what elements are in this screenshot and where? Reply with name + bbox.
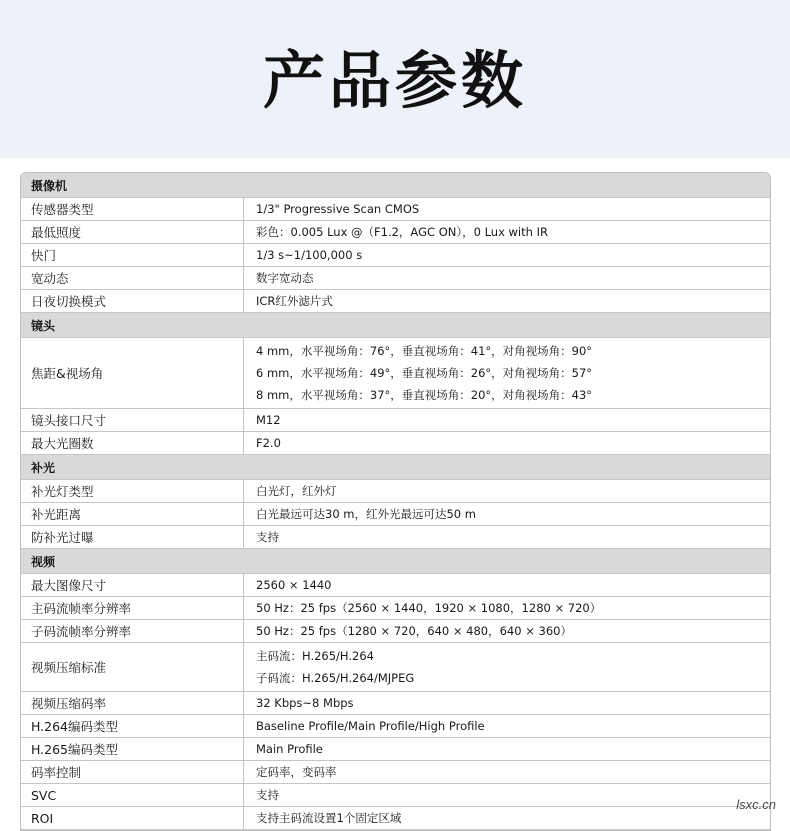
spec-value-line: 2560 × 1440 <box>256 578 332 592</box>
spec-label: 宽动态 <box>21 267 244 289</box>
spec-label: 传感器类型 <box>21 198 244 220</box>
spec-label: 最低照度 <box>21 221 244 243</box>
page-title: 产品参数 <box>262 44 527 117</box>
spec-value-line: Main Profile <box>256 742 323 756</box>
spec-row <box>21 503 770 526</box>
spec-row <box>21 432 770 455</box>
spec-row <box>21 526 770 549</box>
spec-value <box>244 620 770 642</box>
spec-label: 焦距&视场角 <box>21 338 244 408</box>
section-title: 补光 <box>31 460 56 475</box>
spec-row <box>21 198 770 221</box>
spec-row <box>21 267 770 290</box>
spec-row <box>21 574 770 597</box>
spec-label: 最大图像尺寸 <box>21 574 244 596</box>
spec-value <box>244 480 770 502</box>
spec-value-line: 支持 <box>256 530 279 544</box>
spec-value-line: 支持 <box>256 788 279 802</box>
spec-label: 防补光过曝 <box>21 526 244 548</box>
spec-table <box>20 172 771 831</box>
spec-value-line: 定码率，变码率 <box>256 765 337 779</box>
spec-value <box>244 761 770 783</box>
section-header <box>21 455 770 480</box>
header-banner <box>0 0 790 158</box>
spec-label: 补光灯类型 <box>21 480 244 502</box>
spec-row <box>21 761 770 784</box>
spec-row <box>21 597 770 620</box>
section-header <box>21 549 770 574</box>
spec-value-line: M12 <box>256 413 281 427</box>
spec-value <box>244 738 770 760</box>
spec-label: 视频压缩标准 <box>21 643 244 691</box>
spec-label: 镜头接口尺寸 <box>21 409 244 431</box>
spec-value <box>244 784 770 806</box>
spec-value-line: 数字宽动态 <box>256 271 314 285</box>
spec-value-line: 8 mm，水平视场角：37°，垂直视场角：20°，对角视场角：43° <box>256 388 593 402</box>
spec-row <box>21 221 770 244</box>
spec-value <box>244 198 770 220</box>
spec-row <box>21 620 770 643</box>
spec-value <box>244 597 770 619</box>
spec-value-line: 50 Hz：25 fps（2560 × 1440，1920 × 1080，1280 × 720） <box>256 601 602 615</box>
spec-value <box>244 526 770 548</box>
spec-row <box>21 643 770 692</box>
spec-row <box>21 715 770 738</box>
spec-value-line: 彩色：0.005 Lux @（F1.2，AGC ON），0 Lux with IR <box>256 225 548 239</box>
spec-value <box>244 338 770 408</box>
spec-label: 视频压缩码率 <box>21 692 244 714</box>
spec-row <box>21 807 770 830</box>
spec-label: 最大光圈数 <box>21 432 244 454</box>
spec-value-line: Baseline Profile/Main Profile/High Profile <box>256 719 485 733</box>
spec-label: H.264编码类型 <box>21 715 244 737</box>
spec-label: 码率控制 <box>21 761 244 783</box>
spec-value-line: F2.0 <box>256 436 281 450</box>
spec-label: 补光距离 <box>21 503 244 525</box>
spec-value-line: 支持主码流设置1个固定区域 <box>256 811 402 825</box>
spec-label: 快门 <box>21 244 244 266</box>
spec-value <box>244 643 770 691</box>
spec-value <box>244 409 770 431</box>
section-title: 镜头 <box>31 318 56 333</box>
spec-value <box>244 503 770 525</box>
spec-row <box>21 784 770 807</box>
spec-value-line: ICR红外滤片式 <box>256 294 333 308</box>
spec-label: 日夜切换模式 <box>21 290 244 312</box>
spec-value <box>244 221 770 243</box>
spec-row <box>21 409 770 432</box>
watermark: lsxc.cn <box>736 797 776 812</box>
spec-row <box>21 244 770 267</box>
spec-label: H.265编码类型 <box>21 738 244 760</box>
section-title: 摄像机 <box>31 178 68 193</box>
spec-value-line: 子码流：H.265/H.264/MJPEG <box>256 671 415 685</box>
spec-row <box>21 290 770 313</box>
spec-value <box>244 715 770 737</box>
spec-label: ROI <box>21 807 244 829</box>
spec-value <box>244 267 770 289</box>
spec-value-line: 白光灯，红外灯 <box>256 484 337 498</box>
spec-label: SVC <box>21 784 244 806</box>
spec-row <box>21 338 770 409</box>
spec-value-line: 白光最远可达30 m，红外光最远可达50 m <box>256 507 476 521</box>
spec-value <box>244 290 770 312</box>
spec-row <box>21 692 770 715</box>
spec-label: 主码流帧率分辨率 <box>21 597 244 619</box>
spec-value-line: 32 Kbps~8 Mbps <box>256 696 354 710</box>
spec-value <box>244 692 770 714</box>
spec-value-line: 50 Hz：25 fps（1280 × 720，640 × 480，640 × 360） <box>256 624 572 638</box>
section-header <box>21 313 770 338</box>
spec-value-line: 6 mm，水平视场角：49°，垂直视场角：26°，对角视场角：57° <box>256 366 593 380</box>
spec-value-line: 主码流：H.265/H.264 <box>256 649 374 663</box>
spec-row <box>21 738 770 761</box>
spec-value-line: 4 mm，水平视场角：76°，垂直视场角：41°，对角视场角：90° <box>256 344 593 358</box>
section-header <box>21 173 770 198</box>
spec-value <box>244 574 770 596</box>
spec-label: 子码流帧率分辨率 <box>21 620 244 642</box>
spec-value-line: 1/3 s~1/100,000 s <box>256 248 363 262</box>
spec-row <box>21 480 770 503</box>
spec-value <box>244 244 770 266</box>
spec-value-line: 1/3" Progressive Scan CMOS <box>256 202 420 216</box>
section-title: 视频 <box>31 554 56 569</box>
spec-value <box>244 432 770 454</box>
